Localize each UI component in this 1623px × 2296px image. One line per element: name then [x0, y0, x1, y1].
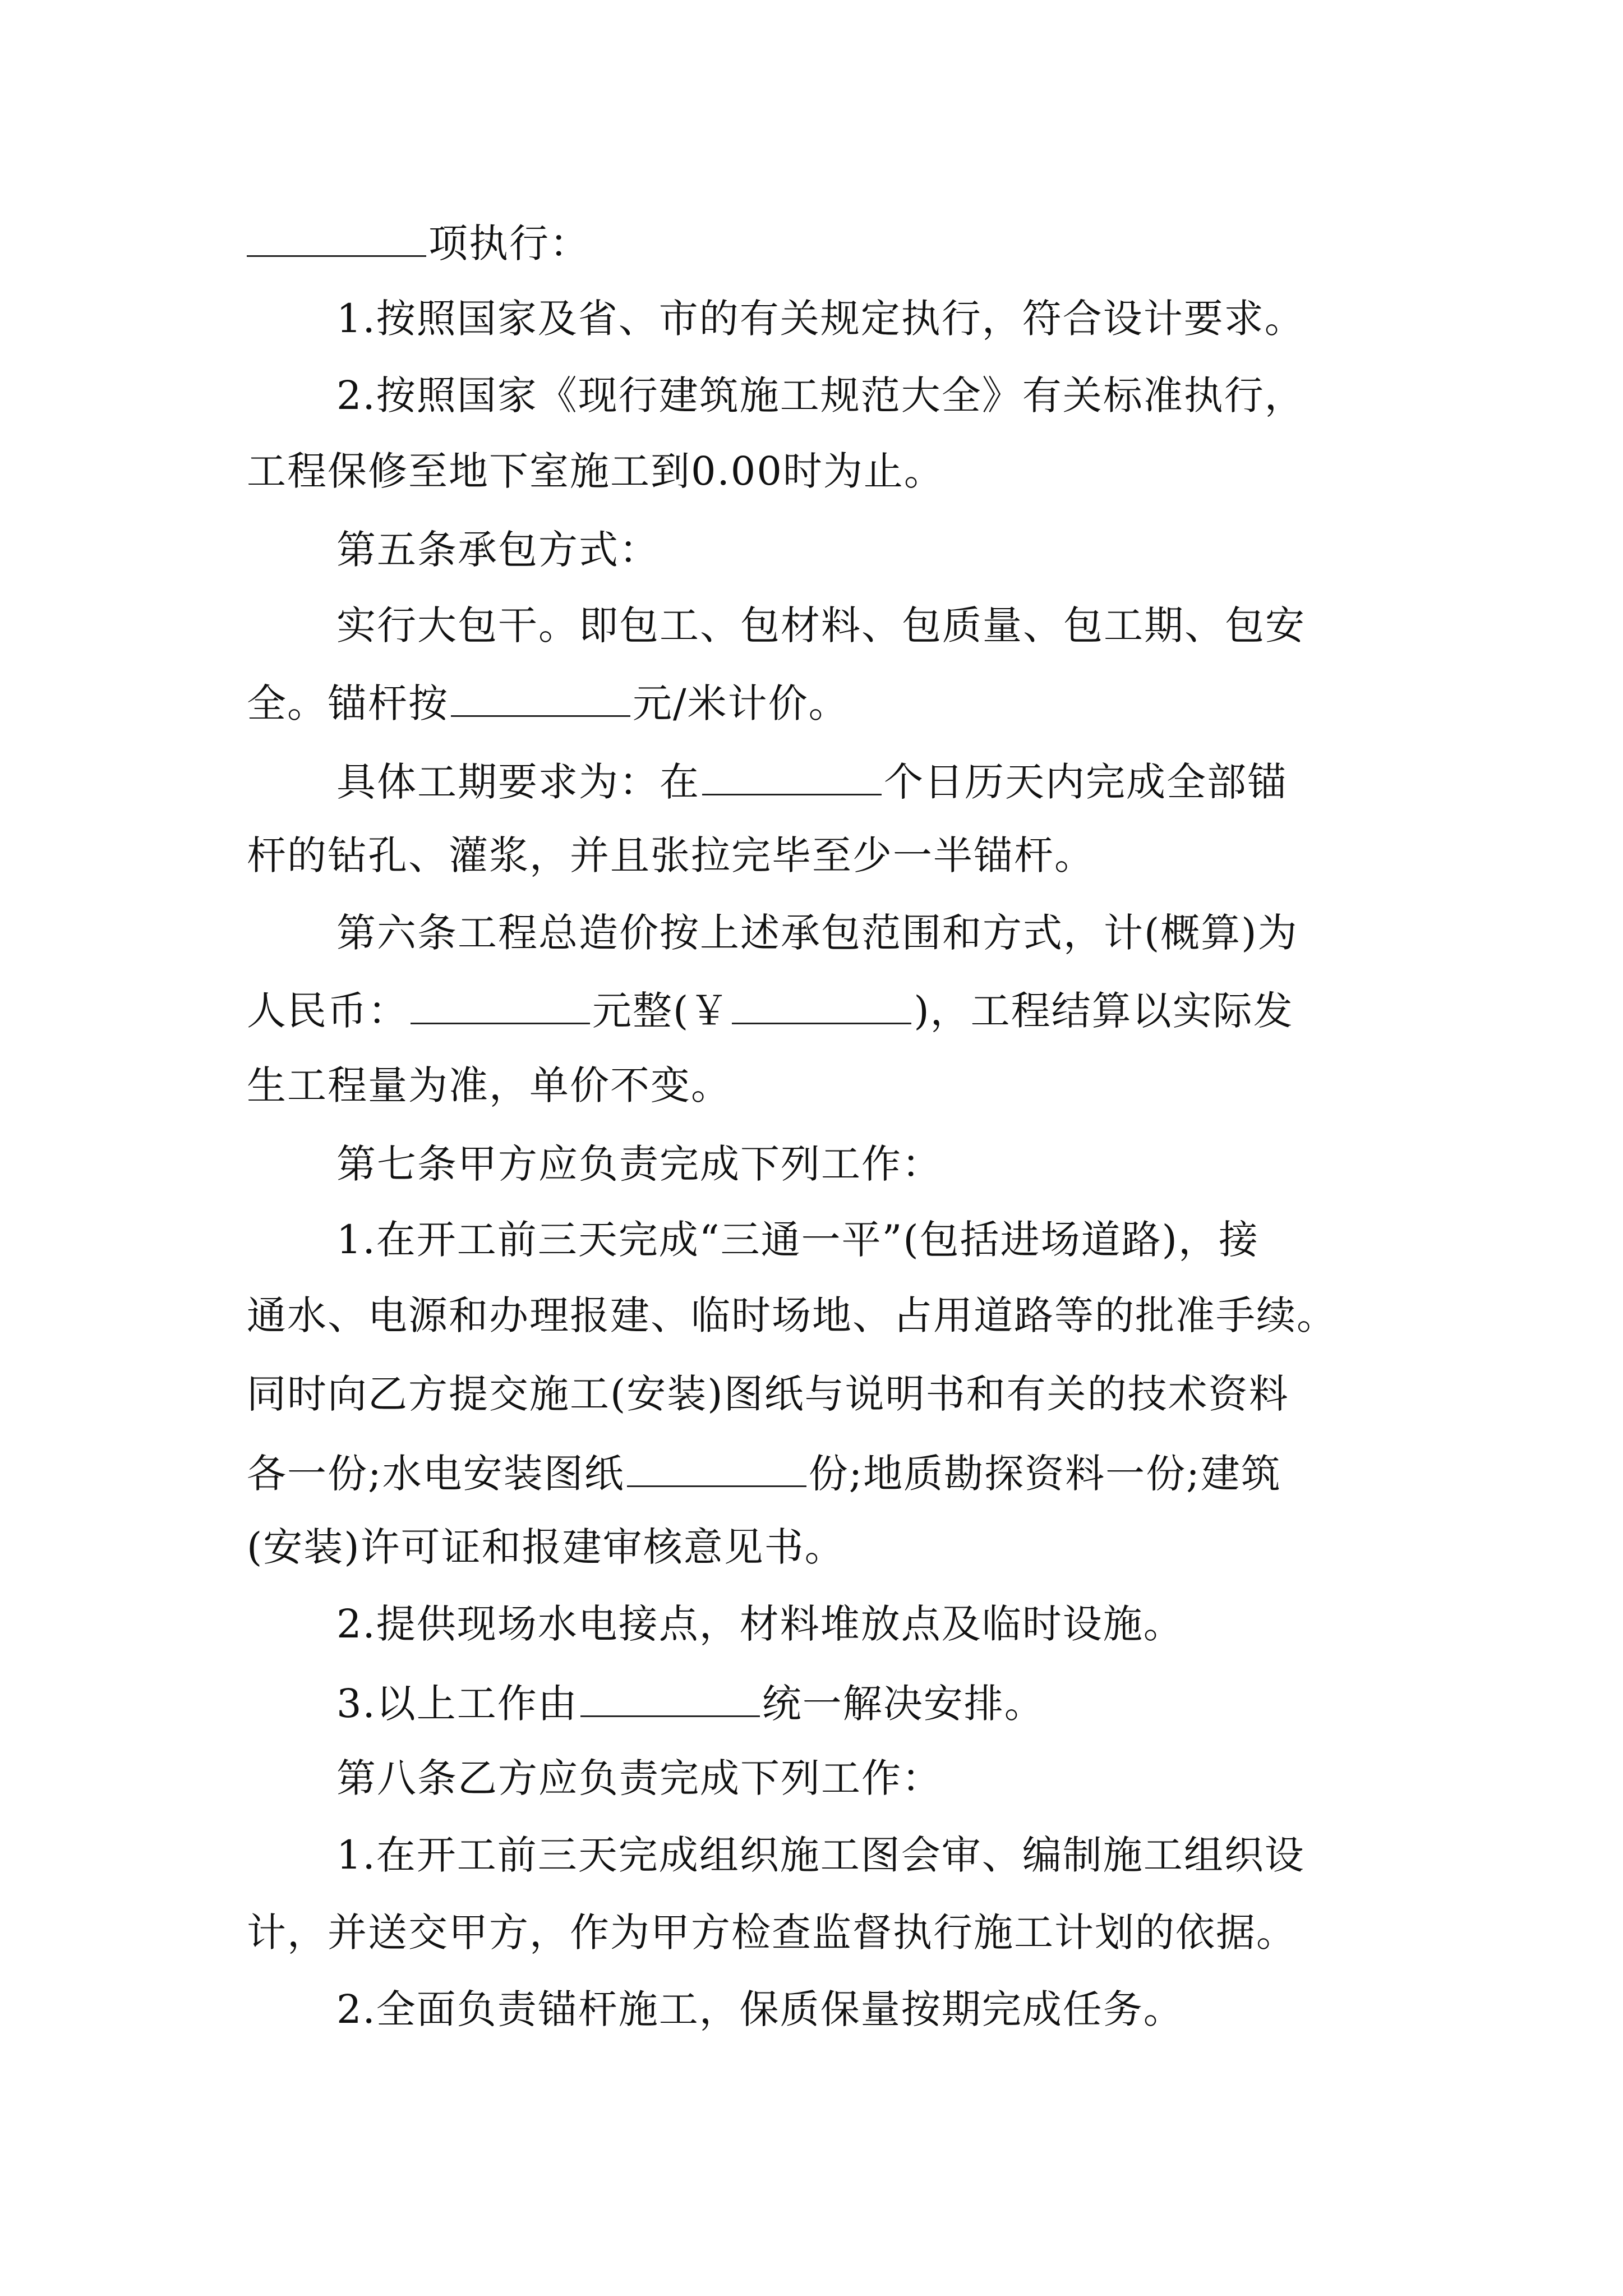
line-text: 份;地质勘探资料一份;建筑	[808, 1451, 1281, 1497]
text-line	[336, 1599, 1184, 1649]
text-line	[247, 1290, 1337, 1341]
text-line	[247, 1446, 1281, 1497]
line-text: 1.在开工前三天完成组织施工图会审、编制施工组织设	[336, 1832, 1305, 1878]
line-text: 2.按照国家《现行建筑施工规范大全》有关标准执行，	[336, 372, 1305, 418]
text-line	[247, 1060, 731, 1111]
line-text: 工程保修至地下室施工到0.00时为止。	[247, 448, 944, 494]
line-text: 杆的钻孔、灌浆，并且张拉完毕至少一半锚杆。	[247, 832, 1095, 878]
section-heading	[336, 1139, 942, 1189]
section-heading	[336, 524, 660, 575]
text-line	[247, 1522, 845, 1572]
line-text: 通水、电源和办理报建、临时场地、占用道路等的批准手续。	[247, 1292, 1337, 1338]
text-line	[247, 216, 590, 266]
line-text: (安装)许可证和报建审核意见书。	[247, 1524, 845, 1570]
line-text: 1.在开工前三天完成“三通一平”(包括进场道路)，接	[336, 1217, 1259, 1263]
line-text: 实行大包干。即包工、包材料、包质量、包工期、包安	[336, 602, 1306, 648]
text-line	[336, 1676, 1045, 1727]
line-text: )，工程结算以实际发	[914, 988, 1294, 1034]
fill-in-blank	[451, 676, 630, 717]
text-line	[247, 446, 944, 496]
line-text: 第八条乙方应负责完成下列工作：	[336, 1755, 942, 1801]
fill-in-blank	[247, 216, 426, 257]
text-line	[336, 1830, 1305, 1880]
section-heading	[336, 908, 1298, 958]
text-line	[336, 370, 1305, 421]
text-line	[247, 676, 849, 726]
line-text: 1.按照国家及省、市的有关规定执行，符合设计要求。	[336, 296, 1305, 342]
text-line	[247, 830, 1095, 881]
line-text: 个日历天内完成全部锚	[884, 759, 1288, 805]
line-text: 第五条承包方式：	[336, 527, 660, 573]
line-text: 2.提供现场水电接点，材料堆放点及临时设施。	[336, 1601, 1184, 1647]
line-text: 生工程量为准，单价不变。	[247, 1062, 731, 1108]
line-text: 具体工期要求为：在	[336, 759, 700, 805]
line-text: 计，并送交甲方，作为甲方检查监督执行施工计划的依据。	[247, 1910, 1297, 1955]
fill-in-blank	[580, 1676, 760, 1717]
section-heading	[336, 1753, 942, 1803]
line-text: 统一解决安排。	[762, 1681, 1045, 1727]
line-text: 人民币：	[247, 988, 408, 1034]
line-text: 3.以上工作由	[336, 1681, 578, 1727]
line-text: 全。锚杆按	[247, 680, 449, 726]
line-text: 同时向乙方提交施工(安装)图纸与说明书和有关的技术资料	[247, 1371, 1289, 1417]
text-line	[336, 293, 1305, 344]
text-line	[247, 983, 1294, 1034]
text-line	[336, 600, 1306, 651]
line-text: 第七条甲方应负责完成下列工作：	[336, 1141, 942, 1187]
line-text: 第六条工程总造价按上述承包范围和方式，计(概算)为	[336, 910, 1298, 956]
line-text: 项执行：	[428, 220, 590, 266]
fill-in-blank	[702, 754, 882, 795]
fill-in-blank	[627, 1446, 806, 1487]
fill-in-blank	[732, 983, 911, 1024]
text-line	[336, 1214, 1259, 1265]
text-line	[247, 1907, 1297, 1958]
line-text: 元/米计价。	[633, 680, 849, 726]
line-text: 各一份;水电安装图纸	[247, 1451, 625, 1497]
fill-in-blank	[411, 983, 590, 1024]
line-text: 元整(￥	[592, 988, 730, 1034]
line-text: 2.全面负责锚杆施工，保质保量按期完成任务。	[336, 1986, 1184, 2032]
text-line	[336, 754, 1288, 805]
text-line	[336, 1984, 1184, 2035]
text-line	[247, 1369, 1289, 1419]
